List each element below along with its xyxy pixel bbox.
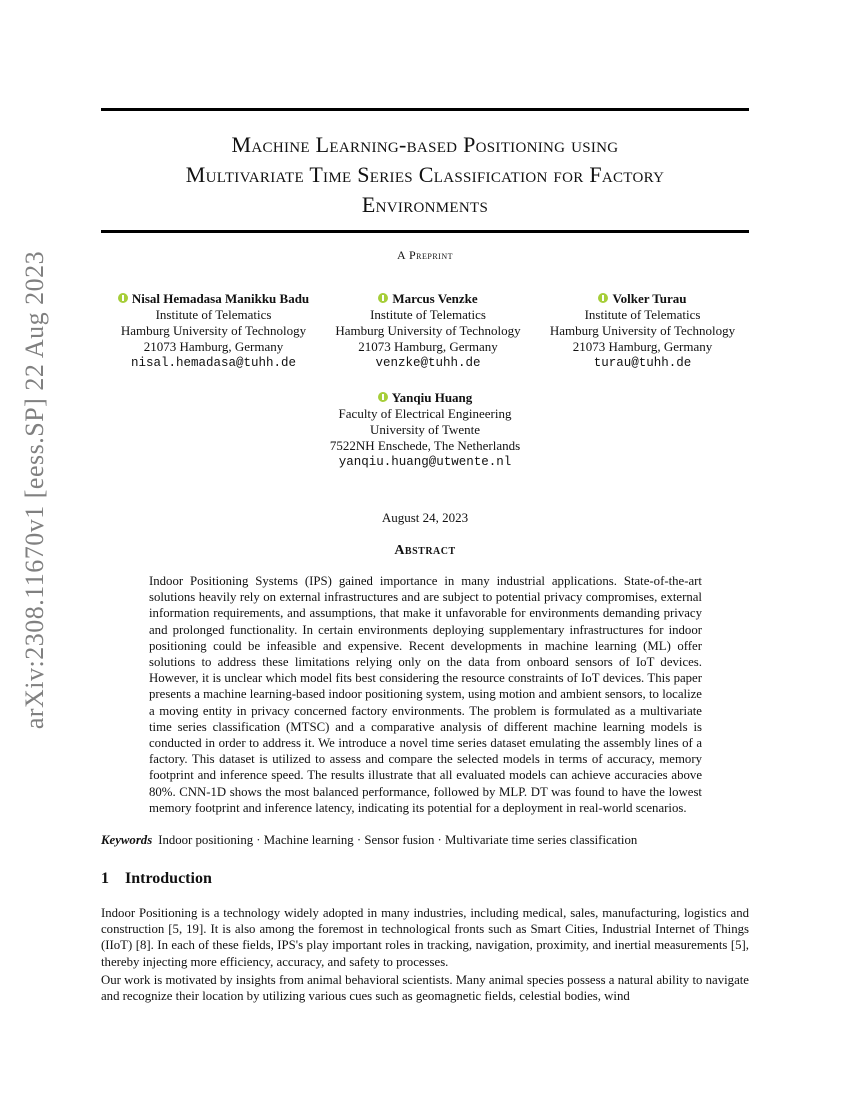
body-paragraph: Indoor Positioning is a technology widely adopted in many industries, including medical, sales, manufacturing, logistics and construction [5, 19]. It is also among the foremost in technological fronts such as Smart Cities, Industrial Internet of Things (IIoT) [8]. In each of these fields, IPS's play important roles in tracking, navigation, proximity, and inertial measurements [5], thereby injecting more efficiency, accuracy, and safety to processes. bbox=[101, 906, 749, 969]
orcid-icon[interactable] bbox=[378, 392, 388, 402]
author-email[interactable]: nisal.hemadasa@tuhh.de bbox=[130, 356, 297, 370]
author-name-row bbox=[328, 291, 528, 307]
author-name: Volker Turau bbox=[612, 291, 687, 306]
author-block bbox=[101, 291, 326, 371]
preprint-label: A Preprint bbox=[396, 248, 453, 262]
keywords-text: Indoor positioning · Machine learning · Sensor fusion · Multivariate time series classification bbox=[158, 833, 638, 847]
author-name-row bbox=[300, 390, 550, 406]
author-location: 7522NH Enschede, The Netherlands bbox=[329, 438, 521, 453]
keywords-label: Keywords bbox=[101, 833, 153, 847]
author-institute: Faculty of Electrical Engineering bbox=[338, 406, 512, 421]
author-name: Nisal Hemadasa Manikku Badu bbox=[131, 291, 310, 306]
arxiv-identifier bbox=[10, 250, 60, 730]
author-location: 21073 Hamburg, Germany bbox=[143, 339, 284, 354]
orcid-icon[interactable] bbox=[378, 293, 388, 303]
author-name: Marcus Venzke bbox=[392, 291, 478, 306]
author-email[interactable]: turau@tuhh.de bbox=[593, 356, 692, 370]
author-email[interactable]: venzke@tuhh.de bbox=[375, 356, 481, 370]
orcid-icon[interactable] bbox=[118, 293, 128, 303]
author-university: Hamburg University of Technology bbox=[335, 323, 521, 338]
section-title: Introduction bbox=[125, 870, 212, 887]
title-rule-top bbox=[101, 108, 749, 111]
publication-date: August 24, 2023 bbox=[381, 510, 469, 525]
author-institute: Institute of Telematics bbox=[155, 307, 272, 322]
author-location: 21073 Hamburg, Germany bbox=[358, 339, 498, 354]
section-heading bbox=[101, 870, 749, 888]
author-block bbox=[300, 390, 550, 470]
author-block bbox=[328, 291, 528, 371]
author-location: 21073 Hamburg, Germany bbox=[572, 339, 713, 354]
author-university: Hamburg University of Technology bbox=[549, 323, 736, 338]
author-block bbox=[540, 291, 745, 371]
section-number: 1 bbox=[101, 870, 109, 887]
title-line: Environments bbox=[361, 192, 489, 217]
author-email[interactable]: yanqiu.huang@utwente.nl bbox=[338, 455, 512, 469]
abstract-text: Indoor Positioning Systems (IPS) gained importance in many industrial applications. State-of-the-art solutions heavily rely on external infrastructures and are subject to potential privacy compromises, external information requirements, and assumptions, that make it unfavorable for environments demanding privacy and prolonged functionality. In certain environments deploying supplementary infrastructures for indoor positioning could be infeasible and expensive. Recent developments in machine learning (ML) offer solutions to address these limitations relying only on the data from onboard sensors of IoT devices. However, it is unclear which model fits best considering the resource constraints of IoT devices. This paper presents a machine learning-based indoor positioning system, using motion and ambient sensors, to localize a moving entity in privacy concerned factory environments. The problem is formulated as a multivariate time series classification (MTSC) and a comparative analysis of different machine learning models is conducted in order to address it. We introduce a novel time series dataset emulating the assembly lines of a factory. This dataset is utilized to assess and compare the selected models in terms of accuracy, memory footprint and inference speed. The results illustrate that all evaluated models can achieve accuracies above 80%. CNN-1D shows the most balanced performance, followed by MLP. DT was found to have the lowest memory footprint and inference latency, indicating its potential for a deployment in real-world scenarios. bbox=[149, 574, 702, 815]
body-paragraph: Our work is motivated by insights from animal behavioral scientists. Many animal species possess a natural ability to navigate and recognize their location by utilizing various cues such as geomagnetic fields, celestial bodies, wind bbox=[101, 973, 749, 1004]
title-rule-bottom bbox=[101, 230, 749, 233]
abstract-heading: Abstract bbox=[394, 543, 456, 558]
arxiv-identifier-text: arXiv:2308.11670v1 [eess.SP] 22 Aug 2023 bbox=[20, 250, 50, 730]
paper-title bbox=[101, 130, 749, 220]
author-university: Hamburg University of Technology bbox=[120, 323, 307, 338]
author-name: Yanqiu Huang bbox=[391, 390, 473, 405]
author-institute: Institute of Telematics bbox=[584, 307, 701, 322]
author-name-row bbox=[101, 291, 326, 307]
author-name-row bbox=[540, 291, 745, 307]
title-line: Multivariate Time Series Classification for Factory bbox=[185, 162, 665, 187]
title-line: Machine Learning-based Positioning using bbox=[231, 132, 619, 157]
keywords bbox=[101, 833, 749, 848]
author-institute: Institute of Telematics bbox=[370, 307, 486, 322]
orcid-icon[interactable] bbox=[598, 293, 608, 303]
author-university: University of Twente bbox=[369, 422, 481, 437]
